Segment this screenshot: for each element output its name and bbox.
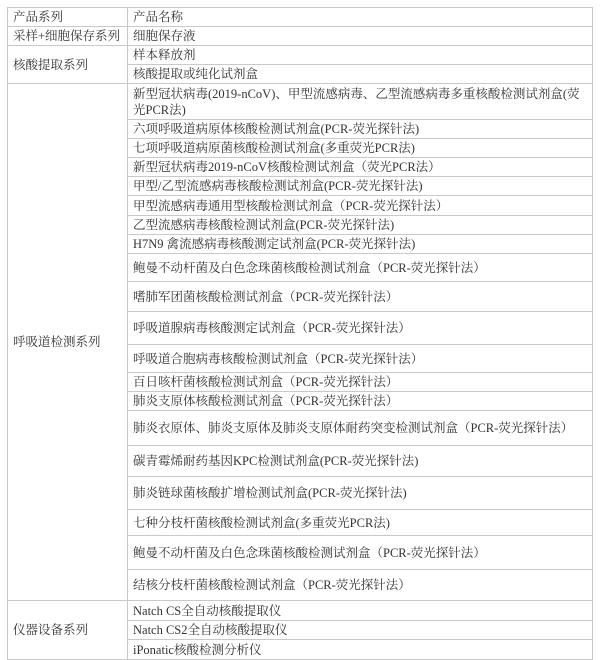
product-cell: 新型冠状病毒2019-nCoV核酸检测试剂盒（荧光PCR法） — [128, 158, 593, 177]
table-row — [8, 46, 593, 65]
product-cell: Natch CS全自动核酸提取仪 — [128, 601, 593, 621]
product-cell: 七项呼吸道病原菌核酸检测试剂盒(多重荧光PCR法) — [128, 139, 593, 158]
product-cell: iPonatic核酸检测分析仪 — [128, 640, 593, 660]
product-cell: 肺炎衣原体、肺炎支原体及肺炎支原体耐药突变检测试剂盒（PCR-荧光探针法） — [128, 411, 593, 446]
series-cell: 仪器设备系列 — [8, 601, 128, 660]
product-cell: 鲍曼不动杆菌及白色念珠菌核酸检测试剂盒（PCR-荧光探针法） — [128, 254, 593, 282]
table-header-row — [8, 8, 593, 27]
product-cell: 甲型流感病毒通用型核酸检测试剂盒（PCR-荧光探针法） — [128, 196, 593, 216]
product-cell: 呼吸道腺病毒核酸测定试剂盒（PCR-荧光探针法） — [128, 312, 593, 345]
product-cell: 核酸提取或纯化试剂盒 — [128, 65, 593, 84]
product-cell: 结核分枝杆菌核酸检测试剂盒（PCR-荧光探针法） — [128, 570, 593, 601]
table-row — [8, 601, 593, 621]
product-cell: 乙型流感病毒核酸检测试剂盒(PCR-荧光探针法) — [128, 216, 593, 235]
product-catalog-table — [7, 7, 593, 660]
product-cell: 肺炎链球菌核酸扩增检测试剂盒(PCR-荧光探针法) — [128, 477, 593, 510]
product-cell: 肺炎支原体核酸检测试剂盒（PCR-荧光探针法） — [128, 392, 593, 411]
column-header-product: 产品名称 — [128, 8, 593, 27]
product-cell: 样本释放剂 — [128, 46, 593, 65]
table-row — [8, 27, 593, 46]
series-cell: 呼吸道检测系列 — [8, 84, 128, 601]
product-cell: 新型冠状病毒(2019-nCoV)、甲型流感病毒、乙型流感病毒多重核酸检测试剂盒(荧光PCR法) — [128, 84, 593, 120]
series-cell: 采样+细胞保存系列 — [8, 27, 128, 46]
product-cell: 碳青霉烯耐药基因KPC检测试剂盒(PCR-荧光探针法) — [128, 446, 593, 477]
table-row — [8, 84, 593, 120]
product-cell: Natch CS2全自动核酸提取仪 — [128, 621, 593, 640]
product-cell: 鲍曼不动杆菌及白色念珠菌核酸检测试剂盒（PCR-荧光探针法） — [128, 536, 593, 570]
series-cell: 核酸提取系列 — [8, 46, 128, 84]
product-cell: 嗜肺军团菌核酸检测试剂盒（PCR-荧光探针法） — [128, 282, 593, 312]
product-cell: 七种分枝杆菌核酸检测试剂盒(多重荧光PCR法) — [128, 510, 593, 536]
product-cell: 呼吸道合胞病毒核酸检测试剂盒（PCR-荧光探针法） — [128, 345, 593, 373]
product-cell: 百日咳杆菌核酸检测试剂盒（PCR-荧光探针法） — [128, 373, 593, 392]
product-cell: 六项呼吸道病原体核酸检测试剂盒(PCR-荧光探针法) — [128, 120, 593, 139]
product-cell: 甲型/乙型流感病毒核酸检测试剂盒(PCR-荧光探针法) — [128, 177, 593, 196]
product-cell: H7N9 禽流感病毒核酸测定试剂盒(PCR-荧光探针法) — [128, 235, 593, 254]
column-header-series: 产品系列 — [8, 8, 128, 27]
product-cell: 细胞保存液 — [128, 27, 593, 46]
